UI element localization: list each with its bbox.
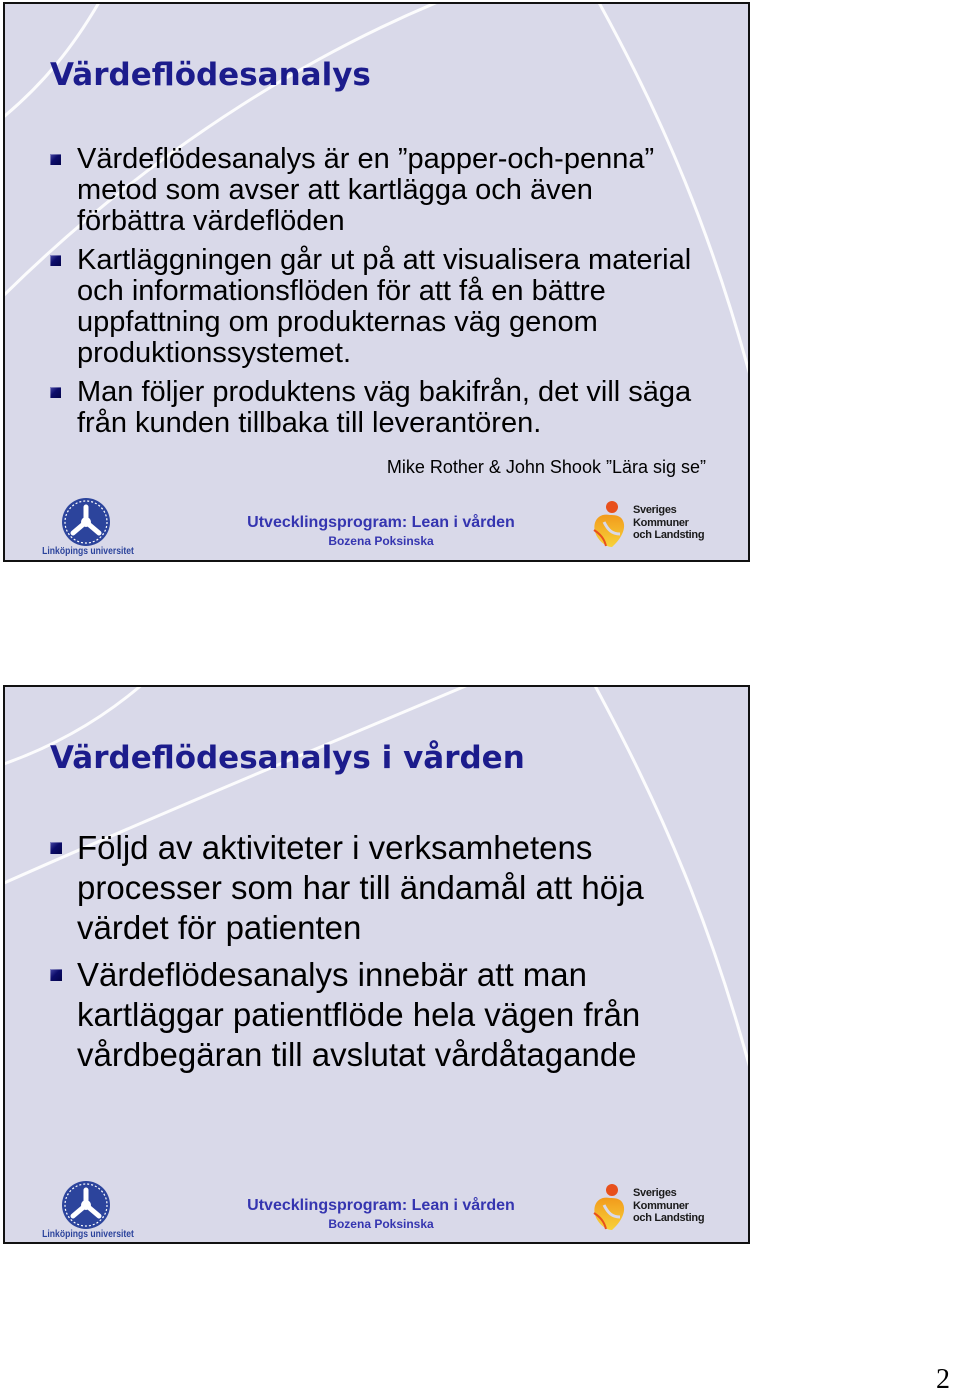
skl-logo-line: och Landsting	[633, 529, 705, 541]
bullet-text-line: förbättra värdeflöden	[77, 205, 345, 237]
skl-logo-line: Sveriges	[633, 1187, 677, 1199]
slide-title: Värdeflödesanalys i vården	[50, 740, 525, 776]
source-citation: Mike Rother & John Shook ”Lära sig se”	[386, 457, 706, 477]
square-bullet-icon	[50, 969, 62, 981]
linkopings-universitet-logo-icon	[60, 1179, 112, 1231]
bullet-list	[49, 144, 739, 439]
bullet-text-line: uppfattning om produkternas väg genom	[77, 306, 598, 338]
skl-logo-icon	[590, 500, 628, 548]
bullet-text-line: kartläggar patientflöde hela vägen från	[77, 996, 641, 1033]
bullet-text-line: Värdeflödesanalys innebär att man	[77, 956, 587, 993]
bullet-item	[49, 245, 739, 369]
bullet-text-line: metod som avser att kartlägga och även	[77, 174, 593, 206]
skl-logo-line: Kommuner	[633, 1199, 689, 1212]
liu-logo-text: Linköpings universitet	[42, 1229, 134, 1240]
bullet-text-line: värdet för patienten	[77, 909, 362, 946]
skl-logo-line: Sveriges	[633, 504, 677, 516]
bullet-text-line: vårdbegäran till avslutat vårdåtagande	[77, 1036, 637, 1073]
square-bullet-icon	[50, 255, 61, 266]
square-bullet-icon	[50, 842, 62, 854]
skl-logo-text	[633, 1187, 704, 1225]
page-number: 2	[936, 1364, 950, 1395]
bullet-list	[49, 828, 739, 1075]
bullet-text-line: processer som har till ändamål att höja	[77, 869, 644, 906]
footer-author: Bozena Poksinska	[328, 534, 434, 548]
slide-1	[3, 2, 750, 562]
skl-logo-icon	[590, 1183, 628, 1231]
bullet-text-line: från kunden tillbaka till leverantören.	[77, 407, 542, 439]
bullet-text-line: Värdeflödesanalys är en ”papper-och-penna”	[77, 143, 655, 175]
square-bullet-icon	[50, 387, 61, 398]
bullet-text-line: Man följer produktens väg bakifrån, det vill säga	[77, 376, 692, 408]
bullet-text-line: Kartläggningen går ut på att visualisera material	[77, 244, 692, 276]
slide-2	[3, 685, 750, 1244]
footer-program: Utvecklingsprogram: Lean i vården	[247, 1197, 515, 1214]
linkopings-universitet-logo-icon	[60, 496, 112, 548]
slide-title: Värdeflödesanalys	[50, 57, 371, 93]
bullet-item	[49, 377, 739, 439]
bullet-item	[49, 828, 739, 948]
square-bullet-icon	[50, 154, 61, 165]
footer-author: Bozena Poksinska	[328, 1217, 434, 1231]
bullet-item	[49, 955, 739, 1075]
skl-logo-line: och Landsting	[633, 1212, 705, 1224]
skl-logo-text	[633, 504, 704, 542]
bullet-text-line: och informationsflöden för att få en bättre	[77, 275, 606, 307]
liu-logo-text: Linköpings universitet	[42, 546, 134, 557]
bullet-text-line: produktionssystemet.	[77, 337, 352, 369]
bullet-item	[49, 144, 739, 237]
footer-program: Utvecklingsprogram: Lean i vården	[247, 514, 515, 531]
skl-logo-line: Kommuner	[633, 516, 689, 529]
bullet-text-line: Följd av aktiviteter i verksamhetens	[77, 829, 593, 866]
